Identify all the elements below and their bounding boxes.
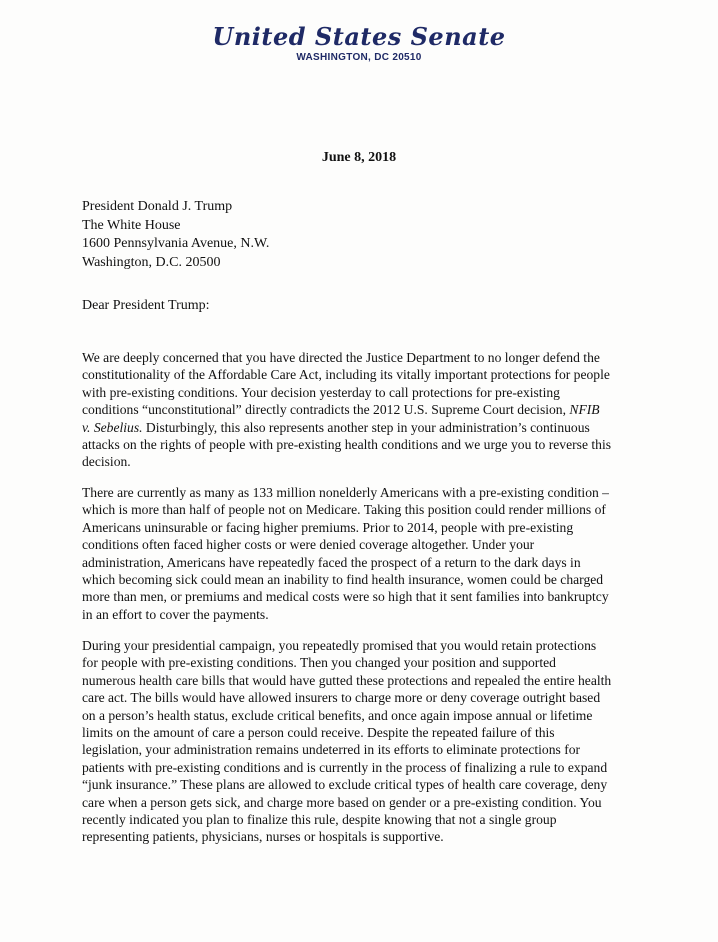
address-line: The White House: [82, 217, 181, 233]
paragraph-line: on a person’s health status, exclude critical benefits, and once again impose annual or lifetime: [82, 707, 593, 723]
address-line: 1600 Pennsylvania Avenue, N.W.: [82, 236, 270, 251]
paragraph-1: [82, 349, 611, 471]
address-line: President Donald J. Trump: [82, 199, 233, 214]
paragraph-line: “junk insurance.” These plans are allowed to exclude critical types of health care coverage, deny: [82, 777, 608, 793]
paragraph-line: attacks on the rights of people with pre-existing health conditions and we urge you to reverse this: [82, 437, 612, 453]
paragraph-line: more than men, or premiums and medical costs were so high that it sent families into bankruptcy: [82, 589, 609, 605]
paragraph-line: Americans uninsurable or facing higher premiums. Prior to 2014, people with pre-existing: [82, 519, 574, 535]
paragraph-line: for people with pre-existing conditions. Then you changed your position and supported: [82, 655, 556, 671]
recipient-address: [82, 198, 269, 272]
paragraph-line: which is more than half of people not on Medicare. Taking this position could render millions of: [82, 502, 606, 518]
paragraph-line: constitutionality of the Affordable Care Act, including its vitally important protections for people: [82, 367, 610, 383]
paragraph-line: conditions “unconstitutional” directly contradicts the 2012 U.S. Supreme Court decision, NFIB: [82, 402, 600, 418]
paragraph-line: limits on the amount of care a person could receive. Despite the repeated failure of this: [82, 725, 555, 741]
paragraph-line: care act. The bills would have allowed insurers to charge more or deny coverage outright based: [82, 690, 601, 706]
paragraph-line: patients with pre-existing conditions and is currently in the process of finalizing a rule to expand: [82, 759, 608, 775]
letterhead: [0, 22, 718, 64]
address-line: Washington, D.C. 20500: [82, 254, 221, 270]
paragraph-line: numerous health care bills that would have gutted these protections and repealed the entire health: [82, 672, 612, 688]
paragraph-line: decision.: [82, 454, 131, 470]
paragraph-line: There are currently as many as 133 million nonelderly Americans with a pre-existing condition –: [82, 485, 609, 500]
letterhead-subtitle: WASHINGTON, DC 20510: [296, 52, 422, 63]
paragraph-line: administration, Americans have repeatedly faced the prospect of a return to the dark days in: [82, 554, 581, 570]
paragraph-line: During your presidential campaign, you repeatedly promised that you would retain protections: [82, 638, 597, 653]
paragraph-line: conditions often faced higher costs or were denied coverage altogether. Under your: [82, 537, 535, 553]
paragraph-line: with pre-existing conditions. Your decision yesterday to call protections for pre-existing: [82, 384, 560, 400]
letterhead-title: United States Senate: [212, 22, 506, 51]
paragraph-line: representing patients, physicians, nurses or hospitals is supportive.: [82, 829, 444, 845]
paragraph-line: We are deeply concerned that you have directed the Justice Department to no longer defend the: [82, 350, 600, 365]
paragraph-line: care when a person gets sick, and charge more based on gender or a pre-existing condition. You: [82, 794, 602, 810]
paragraph-line: in an effort to cover the payments.: [82, 606, 269, 622]
letter-date: June 8, 2018: [321, 150, 397, 165]
paragraph-2: [82, 484, 609, 623]
paragraph-3: [82, 637, 611, 846]
paragraph-line: which becoming sick could mean an inability to find health insurance, women could be charged: [82, 572, 604, 588]
paragraph-line: legislation, your administration remains undeterred in its efforts to eliminate protections for: [82, 742, 581, 758]
paragraph-line: v. Sebelius. Disturbingly, this also represents another step in your administration’s continuous: [82, 419, 590, 435]
salutation: Dear President Trump:: [82, 298, 210, 313]
paragraph-line: recently indicated you plan to finalize this rule, despite knowing that not a single group: [82, 812, 557, 828]
